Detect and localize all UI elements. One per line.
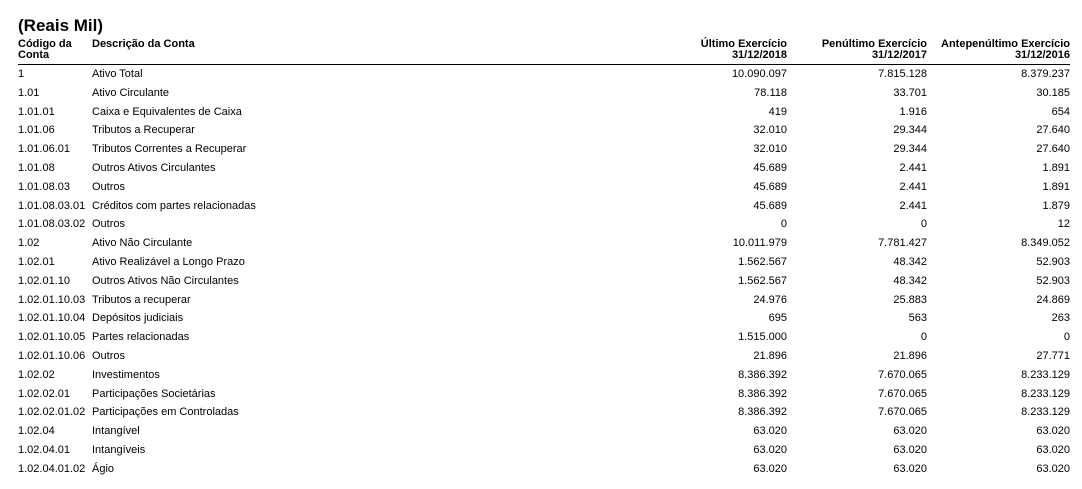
- header-account-code-line2: Conta: [18, 49, 50, 61]
- before-previous-year-value-cell: 1.891: [1042, 180, 1070, 193]
- previous-year-value-cell: 0: [920, 331, 927, 344]
- before-previous-year-value-cell: 30.185: [1036, 86, 1070, 99]
- header-account-description-text: Descrição da Conta: [92, 38, 195, 50]
- table-row: [18, 197, 1070, 216]
- previous-year-value-cell: 48.342: [893, 255, 927, 268]
- before-previous-year-value-cell: 27.771: [1036, 349, 1070, 362]
- before-previous-year-value-cell: 63.020: [1036, 425, 1070, 438]
- account-code-cell: 1.02.01.10.04: [18, 312, 86, 325]
- previous-year-value-cell: 29.344: [893, 124, 927, 137]
- before-previous-year-value-cell: 1.879: [1042, 199, 1070, 212]
- header-before-previous-year-date: 31/12/2016: [1014, 49, 1070, 61]
- last-year-value-cell: 1.562.567: [738, 255, 787, 268]
- account-description-cell: Ativo Não Circulante: [92, 237, 193, 250]
- header-account-code: [18, 38, 92, 65]
- table-row: [18, 121, 1070, 140]
- previous-year-value-cell: 2.441: [899, 199, 927, 212]
- previous-year-value-cell: 0: [920, 218, 927, 231]
- previous-year-value-cell: 2.441: [899, 161, 927, 174]
- account-code-cell: 1.02.02.01: [18, 387, 70, 400]
- account-code-cell: 1.01.06.01: [18, 143, 70, 156]
- account-description-cell: Ágio: [92, 462, 115, 475]
- last-year-value-cell: 78.118: [754, 86, 787, 99]
- before-previous-year-value-cell: 8.233.129: [1021, 368, 1070, 381]
- before-previous-year-value-cell: 654: [1051, 105, 1070, 118]
- last-year-value-cell: 695: [768, 312, 787, 325]
- table-row: [18, 65, 1070, 84]
- before-previous-year-value-cell: 8.379.237: [1021, 68, 1070, 80]
- table-row: [18, 347, 1070, 366]
- previous-year-value-cell: 7.781.427: [878, 237, 927, 250]
- header-previous-year-label: Penúltimo Exercício: [821, 38, 927, 50]
- table-row: [18, 385, 1070, 404]
- last-year-value-cell: 10.090.097: [731, 68, 787, 80]
- previous-year-value-cell: 2.441: [899, 180, 927, 193]
- header-before-previous-year: [927, 38, 1070, 65]
- previous-year-value-cell: 7.815.128: [878, 68, 927, 80]
- last-year-value-cell: 63.020: [753, 425, 787, 438]
- account-code-cell: 1.02.01.10: [18, 274, 70, 287]
- account-code-cell: 1.02: [18, 237, 40, 250]
- account-code-cell: 1.01.08.03.01: [18, 199, 86, 212]
- header-account-code-line1: Código da: [18, 38, 72, 50]
- balance-sheet-table: [18, 38, 1070, 479]
- previous-year-value-cell: 7.670.065: [878, 406, 927, 419]
- table-row: [18, 403, 1070, 422]
- account-description-cell: Ativo Total: [92, 68, 143, 80]
- account-code-cell: 1.02.02: [18, 368, 55, 381]
- table-row: [18, 140, 1070, 159]
- before-previous-year-value-cell: 63.020: [1036, 462, 1070, 475]
- before-previous-year-value-cell: 27.640: [1036, 124, 1070, 137]
- account-description-cell: Partes relacionadas: [92, 331, 190, 344]
- account-description-cell: Outros Ativos Circulantes: [92, 161, 216, 174]
- table-row: [18, 460, 1070, 479]
- header-last-year-label: Último Exercício: [700, 38, 787, 50]
- table-row: [18, 328, 1070, 347]
- last-year-value-cell: 45.689: [753, 161, 787, 174]
- account-code-cell: 1.01: [18, 86, 40, 99]
- account-description-cell: Depósitos judiciais: [92, 312, 184, 325]
- last-year-value-cell: 8.386.392: [738, 387, 787, 400]
- table-row: [18, 366, 1070, 385]
- account-code-cell: 1.02.04: [18, 425, 55, 438]
- table-row: [18, 272, 1070, 291]
- header-last-year: [412, 38, 787, 65]
- last-year-value-cell: 419: [768, 105, 787, 118]
- last-year-value-cell: 0: [780, 218, 787, 231]
- account-description-cell: Tributos a Recuperar: [92, 124, 195, 137]
- previous-year-value-cell: 21.896: [893, 349, 927, 362]
- last-year-value-cell: 63.020: [753, 443, 787, 456]
- previous-year-value-cell: 7.670.065: [878, 368, 927, 381]
- page-title: (Reais Mil): [18, 16, 104, 35]
- account-code-cell: 1.02.01.10.05: [18, 331, 86, 344]
- table-row: [18, 441, 1070, 460]
- account-description-cell: Investimentos: [92, 368, 160, 381]
- table-body: [18, 65, 1070, 479]
- table-row: [18, 178, 1070, 197]
- account-description-cell: Participações em Controladas: [92, 406, 239, 419]
- last-year-value-cell: 1.562.567: [738, 274, 787, 287]
- account-description-cell: Ativo Realizável a Longo Prazo: [92, 255, 245, 268]
- last-year-value-cell: 45.689: [753, 180, 787, 193]
- account-code-cell: 1.01.06: [18, 124, 55, 137]
- previous-year-value-cell: 29.344: [893, 143, 927, 156]
- account-description-cell: Outros: [92, 349, 126, 362]
- last-year-value-cell: 32.010: [753, 143, 787, 156]
- before-previous-year-value-cell: 8.349.052: [1021, 237, 1070, 250]
- last-year-value-cell: 32.010: [753, 124, 787, 137]
- account-description-cell: Créditos com partes relacionadas: [92, 199, 256, 212]
- previous-year-value-cell: 1.916: [899, 105, 927, 118]
- account-description-cell: Outros: [92, 180, 126, 193]
- header-row: [18, 38, 1070, 65]
- account-description-cell: Outros Ativos Não Circulantes: [92, 274, 239, 287]
- table-row: [18, 422, 1070, 441]
- last-year-value-cell: 1.515.000: [738, 331, 787, 344]
- header-before-previous-year-label: Antepenúltimo Exercício: [941, 38, 1070, 50]
- account-description-cell: Intangíveis: [92, 443, 146, 456]
- table-row: [18, 215, 1070, 234]
- previous-year-value-cell: 63.020: [893, 443, 927, 456]
- account-code-cell: 1.02.01.10.06: [18, 349, 86, 362]
- account-description-cell: Participações Societárias: [92, 387, 216, 400]
- last-year-value-cell: 10.011.979: [732, 237, 787, 250]
- account-code-cell: 1.02.04.01: [18, 443, 70, 456]
- account-description-cell: Ativo Circulante: [92, 86, 170, 99]
- balance-sheet-page: [18, 14, 1070, 479]
- previous-year-value-cell: 48.342: [893, 274, 927, 287]
- table-row: [18, 291, 1070, 310]
- table-row: [18, 253, 1070, 272]
- table-row: [18, 103, 1070, 122]
- last-year-value-cell: 8.386.392: [738, 406, 787, 419]
- header-last-year-date: 31/12/2018: [731, 49, 787, 61]
- account-description-cell: Caixa e Equivalentes de Caixa: [92, 105, 242, 118]
- before-previous-year-value-cell: 1.891: [1042, 161, 1070, 174]
- header-account-description: [92, 38, 412, 65]
- before-previous-year-value-cell: 52.903: [1036, 255, 1070, 268]
- table-row: [18, 309, 1070, 328]
- before-previous-year-value-cell: 52.903: [1036, 274, 1070, 287]
- header-previous-year-date: 31/12/2017: [871, 49, 927, 61]
- account-code-cell: 1.01.08: [18, 161, 55, 174]
- before-previous-year-value-cell: 8.233.129: [1021, 387, 1070, 400]
- before-previous-year-value-cell: 0: [1063, 331, 1070, 344]
- before-previous-year-value-cell: 12: [1057, 218, 1070, 231]
- last-year-value-cell: 45.689: [753, 199, 787, 212]
- before-previous-year-value-cell: 24.869: [1036, 293, 1070, 306]
- before-previous-year-value-cell: 263: [1051, 312, 1070, 325]
- table-row: [18, 234, 1070, 253]
- header-previous-year: [787, 38, 927, 65]
- account-description-cell: Tributos a recuperar: [92, 293, 191, 306]
- account-code-cell: 1.01.08.03: [18, 180, 70, 193]
- account-description-cell: Intangível: [92, 425, 140, 438]
- last-year-value-cell: 63.020: [753, 462, 787, 475]
- account-description-cell: Outros: [92, 218, 126, 231]
- before-previous-year-value-cell: 63.020: [1036, 443, 1070, 456]
- account-code-cell: 1.01.01: [18, 105, 55, 118]
- before-previous-year-value-cell: 8.233.129: [1021, 406, 1070, 419]
- table-header: [18, 38, 1070, 65]
- previous-year-value-cell: 63.020: [893, 462, 927, 475]
- last-year-value-cell: 24.976: [753, 293, 787, 306]
- account-code-cell: 1.02.01.10.03: [18, 293, 86, 306]
- previous-year-value-cell: 563: [908, 312, 927, 325]
- account-code-cell: 1.02.01: [18, 255, 55, 268]
- last-year-value-cell: 21.896: [753, 349, 787, 362]
- previous-year-value-cell: 7.670.065: [878, 387, 927, 400]
- table-row: [18, 159, 1070, 178]
- before-previous-year-value-cell: 27.640: [1036, 143, 1070, 156]
- previous-year-value-cell: 25.883: [893, 293, 927, 306]
- table-row: [18, 84, 1070, 103]
- previous-year-value-cell: 63.020: [893, 425, 927, 438]
- account-code-cell: 1.01.08.03.02: [18, 218, 86, 231]
- account-description-cell: Tributos Correntes a Recuperar: [92, 143, 247, 156]
- account-code-cell: 1: [18, 68, 25, 80]
- account-code-cell: 1.02.04.01.02: [18, 462, 86, 475]
- account-code-cell: 1.02.02.01.02: [18, 406, 86, 419]
- last-year-value-cell: 8.386.392: [738, 368, 787, 381]
- previous-year-value-cell: 33.701: [893, 86, 927, 99]
